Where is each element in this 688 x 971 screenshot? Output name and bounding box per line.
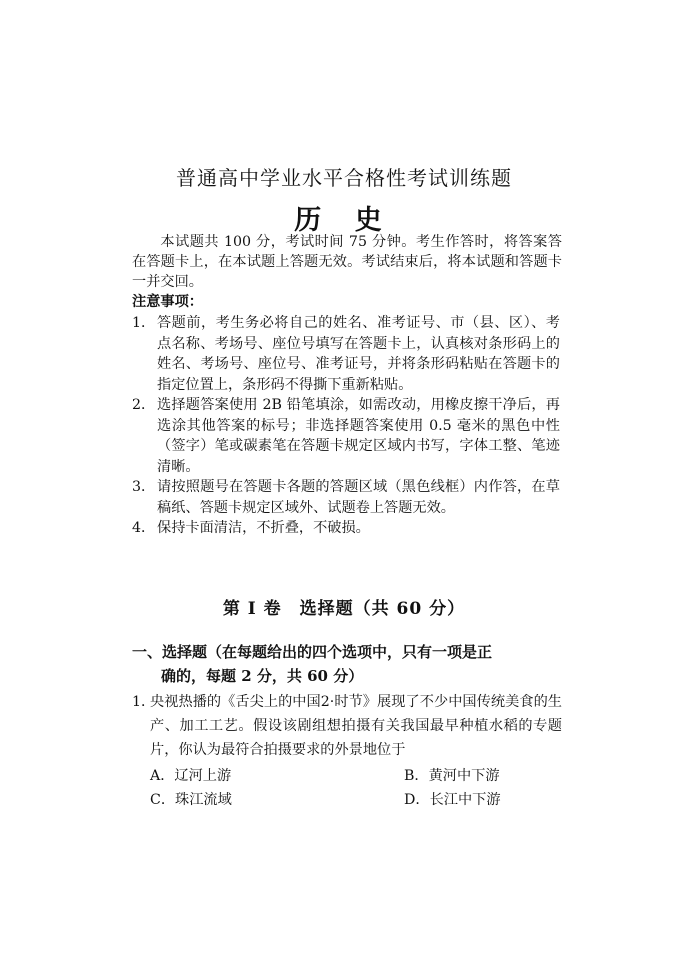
notice-item-text: 答题前，考生务必将自己的姓名、准考证号、市（县、区）、考点名称、考场号、座位号填写在答题卡上，认真核对条形码上的姓名、考场号、座位号、准考证号，并将条形码粘贴在答题卡的指定位置上，条形码不得撕下重新粘贴。 [157, 315, 560, 393]
notice-list [132, 313, 560, 539]
notice-item [132, 313, 560, 395]
notice-item [132, 395, 560, 477]
notice-item [132, 477, 560, 518]
answer-options [132, 764, 562, 816]
section-title: 第 I 卷 选择题（共 60 分） [222, 599, 466, 619]
option-a: A．辽河上游 [150, 768, 232, 784]
question-stem [132, 690, 562, 762]
notice-item-text: 保持卡面清洁，不折叠，不破损。 [157, 520, 370, 536]
notice-item-text: 选择题答案使用 2B 铅笔填涂，如需改动，用橡皮擦干净后，再选涂其他答案的标号；非选择题答案使用 0.5 毫米的黑色中性（签字）笔或碳素笔在答题卡规定区域内书写，字体工整、笔迹清晰。 [157, 397, 560, 475]
exam-intro: 本试题共 100 分，考试时间 75 分钟。考生作答时，将答案答在答题卡上，在本试题上答题无效。考试结束后，将本试题和答题卡一并交回。 [132, 234, 562, 290]
option-c: C．珠江流域 [150, 792, 232, 808]
notice-item [132, 518, 560, 539]
exam-title: 普通高中学业水平合格性考试训练题 [176, 166, 512, 190]
notice-item-number: 1． [132, 315, 156, 331]
option-b: B．黄河中下游 [404, 768, 500, 784]
question-text: 央视热播的《舌尖上的中国2·时节》展现了不少中国传统美食的生产、加工工艺。假设该剧组想拍摄有关我国最早种植水稻的专题片，你认为最符合拍摄要求的外景地位于 [150, 694, 562, 758]
notice-item-number: 2． [132, 397, 156, 413]
question-number: 1． [132, 694, 156, 710]
subject-title: 历 史 [294, 205, 394, 236]
question-1 [132, 690, 562, 816]
part-heading-line1: 一、选择题（在每题给出的四个选项中，只有一项是正 [132, 643, 493, 661]
notice-item-number: 4． [132, 520, 156, 536]
notice-item-text: 请按照题号在答题卡各题的答题区域（黑色线框）内作答，在草稿纸、答题卡规定区域外、试题卷上答题无效。 [157, 479, 560, 516]
part-heading [132, 640, 562, 688]
notice-item-number: 3． [132, 479, 156, 495]
part-heading-line2: 确的，每题 2 分，共 60 分） [161, 667, 364, 685]
notice-heading: 注意事项： [132, 294, 203, 310]
option-d: D．长江中下游 [404, 792, 501, 808]
